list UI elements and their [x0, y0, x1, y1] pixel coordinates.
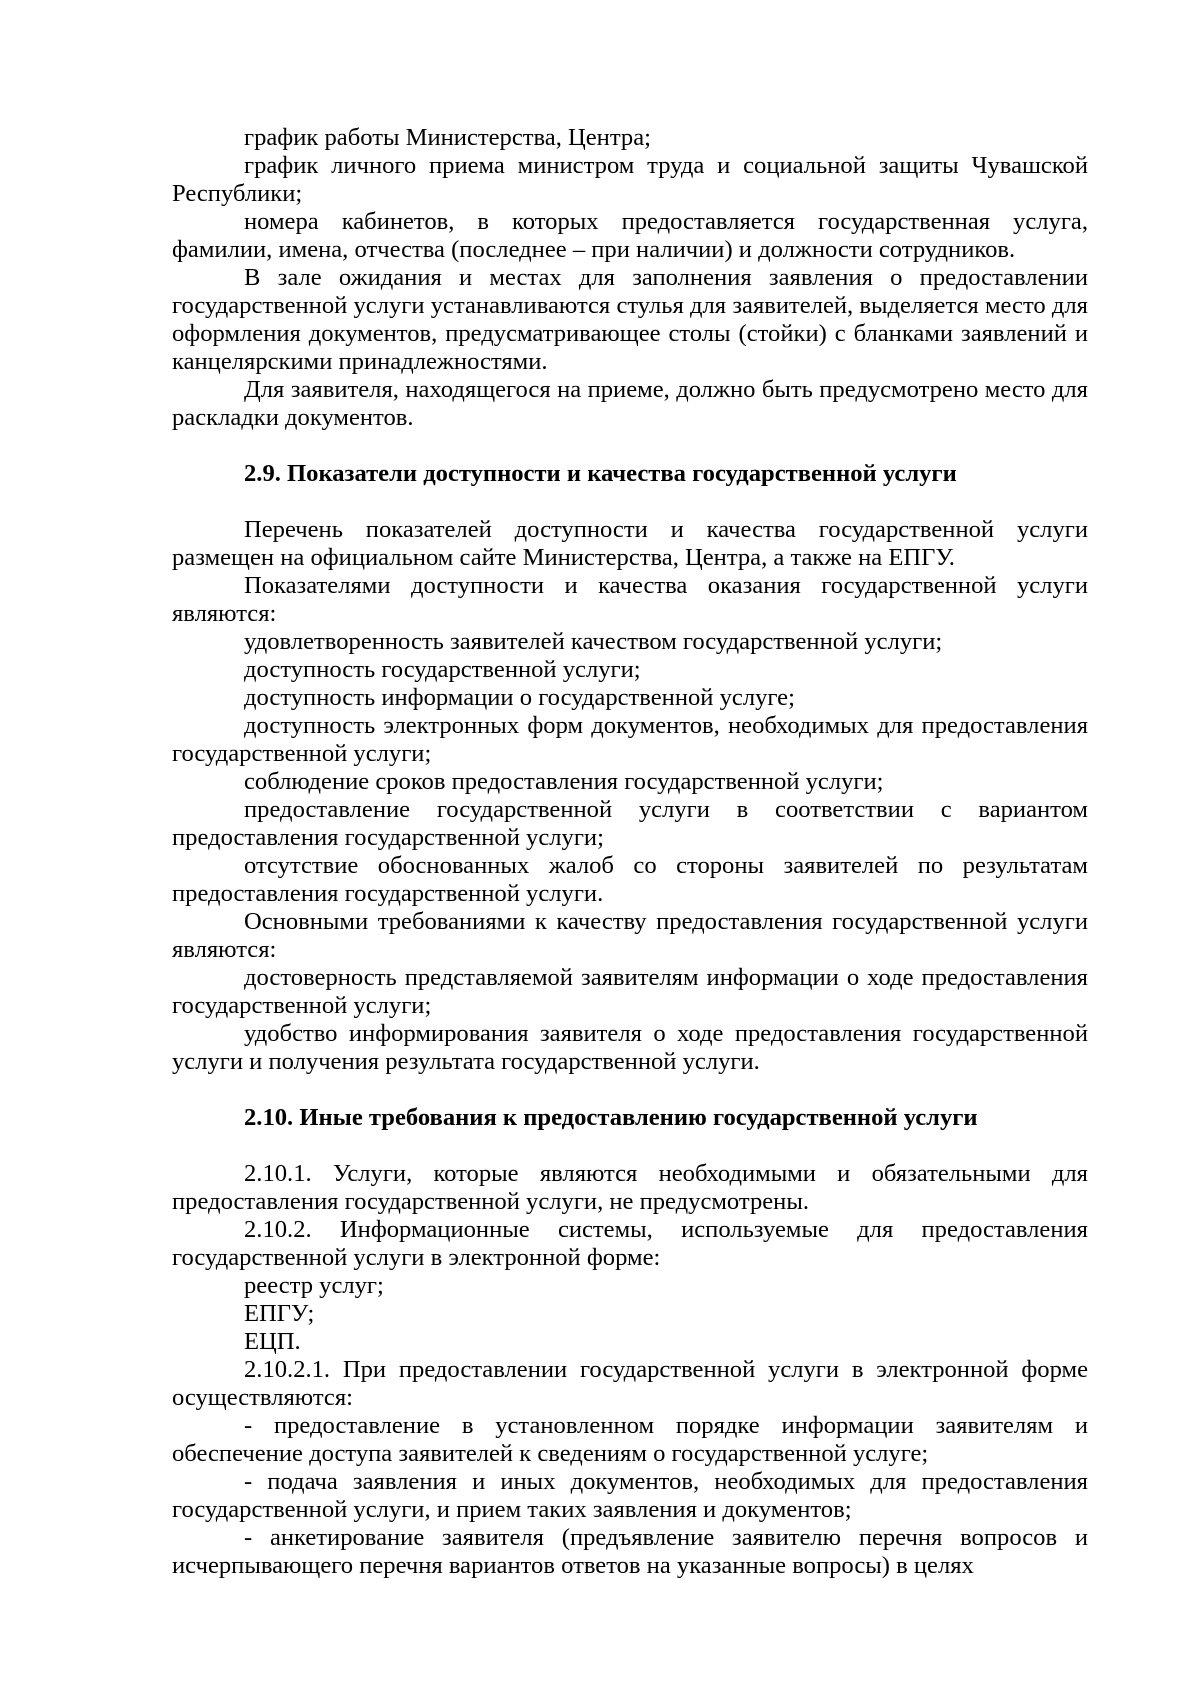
- paragraph: Показателями доступности и качества оказания государственной услуги являются:: [172, 572, 1088, 627]
- paragraph: Для заявителя, находящегося на приеме, должно быть предусмотрено место для раскладки документов.: [172, 376, 1088, 431]
- spacer: [172, 1076, 1088, 1104]
- section-2-10-body: [172, 1160, 1088, 1580]
- list-item: предоставление государственной услуги в соответствии с вариантом предоставления государственной услуги;: [172, 796, 1088, 851]
- paragraph: В зале ожидания и местах для заполнения заявления о предоставлении государственной услуги устанавливаются стулья для заявителей, выделяется место для оформления документов, предусматривающее столы (стойки) с бланками заявлений и канцелярскими принадлежностями.: [172, 264, 1088, 375]
- paragraph: 2.10.1. Услуги, которые являются необходимыми и обязательными для предоставления государственной услуги, не предусмотрены.: [172, 1160, 1088, 1215]
- section-heading-2-9: 2.9. Показатели доступности и качества государственной услуги: [244, 460, 957, 487]
- list-item: соблюдение сроков предоставления государственной услуги;: [244, 768, 884, 795]
- paragraph: график личного приема министром труда и социальной защиты Чувашской Республики;: [172, 152, 1088, 207]
- list-item: - анкетирование заявителя (предъявление заявителю перечня вопросов и исчерпывающего перечня вариантов ответов на указанные вопросы) в целях: [172, 1524, 1088, 1579]
- list-item: удовлетворенность заявителей качеством государственной услуги;: [244, 628, 943, 655]
- list-item: - предоставление в установленном порядке информации заявителям и обеспечение доступа заявителей к сведениям о государственной услуге;: [172, 1412, 1088, 1467]
- list-item: отсутствие обоснованных жалоб со стороны заявителей по результатам предоставления государственной услуги.: [172, 852, 1088, 907]
- list-item: доступность информации о государственной услуге;: [244, 684, 795, 711]
- spacer: [172, 488, 1088, 516]
- list-item: доступность электронных форм документов, необходимых для предоставления государственной услуги;: [172, 712, 1088, 767]
- paragraph: 2.10.2.1. При предоставлении государственной услуги в электронной форме осуществляются:: [172, 1356, 1088, 1411]
- list-item: удобство информирования заявителя о ходе предоставления государственной услуги и получения результата государственной услуги.: [172, 1020, 1088, 1075]
- spacer: [172, 432, 1088, 460]
- list-item: достоверность представляемой заявителям информации о ходе предоставления государственной услуги;: [172, 964, 1088, 1019]
- list-item: ЕПГУ;: [244, 1300, 315, 1327]
- paragraph: Перечень показателей доступности и качества государственной услуги размещен на официальном сайте Министерства, Центра, а также на ЕПГУ.: [172, 516, 1088, 571]
- paragraph: Основными требованиями к качеству предоставления государственной услуги являются:: [172, 908, 1088, 963]
- spacer: [172, 1132, 1088, 1160]
- list-item: доступность государственной услуги;: [244, 656, 641, 683]
- block-requirements: [172, 124, 1088, 432]
- list-item: ЕЦП.: [244, 1328, 301, 1355]
- list-item: реестр услуг;: [244, 1272, 384, 1299]
- list-item: - подача заявления и иных документов, необходимых для предоставления государственной услуги, и прием таких заявления и документов;: [172, 1468, 1088, 1523]
- paragraph: номера кабинетов, в которых предоставляется государственная услуга, фамилии, имена, отчества (последнее – при наличии) и должности сотрудников.: [172, 208, 1088, 263]
- section-2-9-body: [172, 516, 1088, 1076]
- paragraph: 2.10.2. Информационные системы, используемые для предоставления государственной услуги в электронной форме:: [172, 1216, 1088, 1271]
- section-heading-2-10: 2.10. Иные требования к предоставлению государственной услуги: [244, 1104, 978, 1131]
- paragraph: график работы Министерства, Центра;: [244, 124, 651, 151]
